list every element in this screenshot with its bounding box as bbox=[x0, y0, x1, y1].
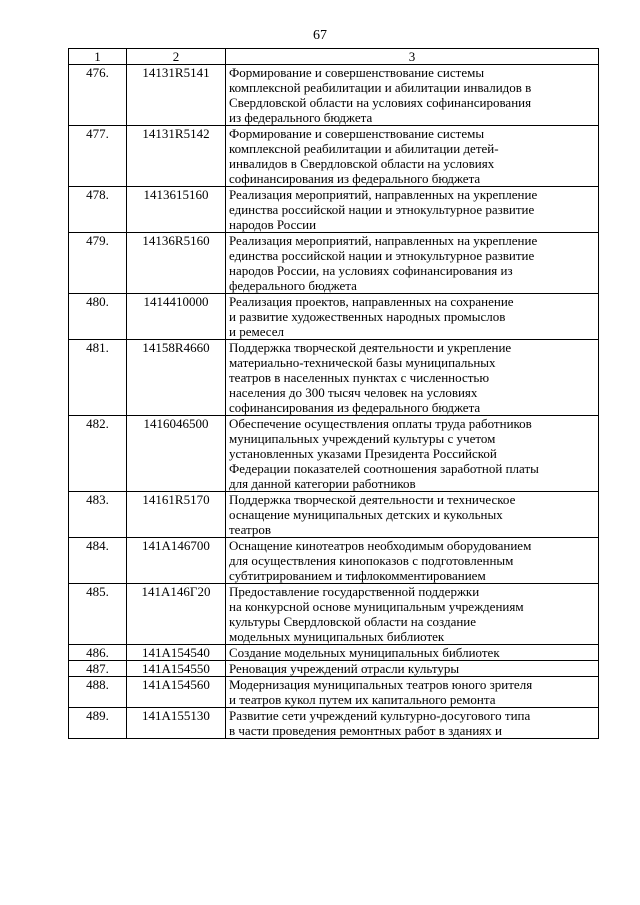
row-name bbox=[226, 233, 599, 294]
row-name-line: населения до 300 тысяч человек на условиях bbox=[229, 385, 478, 400]
table-row bbox=[69, 661, 599, 677]
row-name-line: театров в населенных пунктах с численностью bbox=[229, 370, 490, 385]
column-header-name: 3 bbox=[226, 49, 599, 65]
row-name-line: инвалидов в Свердловской области на условиях bbox=[229, 156, 495, 171]
row-name-line: народов России, на условиях софинансирования из bbox=[229, 263, 513, 278]
table-row bbox=[69, 126, 599, 187]
column-header-code: 2 bbox=[127, 49, 226, 65]
row-code: 14131R5142 bbox=[127, 126, 226, 187]
row-name bbox=[226, 677, 599, 708]
table-row bbox=[69, 645, 599, 661]
row-name-line: единства российской нации и этнокультурное развитие bbox=[229, 202, 535, 217]
row-name-line: и театров кукол путем их капитального ремонта bbox=[229, 692, 496, 707]
row-name-line: Реализация проектов, направленных на сохранение bbox=[229, 294, 514, 309]
row-name bbox=[226, 294, 599, 340]
row-name-line: Поддержка творческой деятельности и укрепление bbox=[229, 340, 512, 355]
row-number: 484. bbox=[69, 538, 127, 584]
row-code: 14161R5170 bbox=[127, 492, 226, 538]
row-code: 141A154560 bbox=[127, 677, 226, 708]
row-name-line: театров bbox=[229, 522, 272, 537]
row-name-line: на конкурсной основе муниципальным учреждениям bbox=[229, 599, 524, 614]
row-number: 489. bbox=[69, 708, 127, 739]
budget-classification-table bbox=[68, 48, 599, 739]
row-code: 141A146700 bbox=[127, 538, 226, 584]
row-name-line: единства российской нации и этнокультурное развитие bbox=[229, 248, 535, 263]
row-name-line: субтитрированием и тифлокомментированием bbox=[229, 568, 486, 583]
row-code: 141A154550 bbox=[127, 661, 226, 677]
row-number: 486. bbox=[69, 645, 127, 661]
row-name bbox=[226, 661, 599, 677]
table-row bbox=[69, 233, 599, 294]
row-name bbox=[226, 708, 599, 739]
row-name-line: для данной категории работников bbox=[229, 476, 416, 491]
column-header-number: 1 bbox=[69, 49, 127, 65]
row-code: 14131R5141 bbox=[127, 65, 226, 126]
row-name-line: Формирование и совершенствование системы bbox=[229, 126, 485, 141]
row-name-line: Создание модельных муниципальных библиотек bbox=[229, 645, 500, 660]
row-name-line: и ремесел bbox=[229, 324, 284, 339]
row-name-line: муниципальных учреждений культуры с учетом bbox=[229, 431, 496, 446]
row-number: 476. bbox=[69, 65, 127, 126]
row-name-line: модельных муниципальных библиотек bbox=[229, 629, 445, 644]
row-name-line: софинансирования из федерального бюджета bbox=[229, 400, 481, 415]
table-row bbox=[69, 708, 599, 739]
row-code: 14158R4660 bbox=[127, 340, 226, 416]
row-name-line: для осуществления кинопоказов с подготовленным bbox=[229, 553, 514, 568]
table-row bbox=[69, 416, 599, 492]
table-row bbox=[69, 340, 599, 416]
row-name bbox=[226, 65, 599, 126]
row-name-line: и развитие художественных народных промыслов bbox=[229, 309, 506, 324]
row-name-line: софинансирования из федерального бюджета bbox=[229, 171, 481, 186]
row-number: 488. bbox=[69, 677, 127, 708]
row-number: 479. bbox=[69, 233, 127, 294]
row-name bbox=[226, 126, 599, 187]
row-name-line: в части проведения ремонтных работ в зданиях и bbox=[229, 723, 502, 738]
table-row bbox=[69, 65, 599, 126]
row-name-line: оснащение муниципальных детских и кукольных bbox=[229, 507, 503, 522]
row-name-line: Свердловской области на условиях софинансирования bbox=[229, 95, 532, 110]
row-code: 1416046500 bbox=[127, 416, 226, 492]
row-number: 478. bbox=[69, 187, 127, 233]
row-name-line: Поддержка творческой деятельности и техническое bbox=[229, 492, 516, 507]
table-header-row bbox=[69, 49, 599, 65]
row-number: 482. bbox=[69, 416, 127, 492]
table-row bbox=[69, 538, 599, 584]
row-name-line: Реновация учреждений отрасли культуры bbox=[229, 661, 460, 676]
row-name-line: Реализация мероприятий, направленных на укрепление bbox=[229, 233, 538, 248]
row-code: 14136R5160 bbox=[127, 233, 226, 294]
row-code: 141A146Г20 bbox=[127, 584, 226, 645]
table-row bbox=[69, 294, 599, 340]
row-name bbox=[226, 492, 599, 538]
row-name bbox=[226, 340, 599, 416]
row-name-line: Оснащение кинотеатров необходимым оборудованием bbox=[229, 538, 532, 553]
row-code: 1414410000 bbox=[127, 294, 226, 340]
table-body bbox=[69, 65, 599, 739]
row-name-line: Федерации показателей соотношения заработной платы bbox=[229, 461, 539, 476]
page-number: 67 bbox=[313, 28, 327, 43]
row-name bbox=[226, 538, 599, 584]
row-number: 477. bbox=[69, 126, 127, 187]
row-name-line: народов России bbox=[229, 217, 317, 232]
row-name-line: комплексной реабилитации и абилитации детей- bbox=[229, 141, 499, 156]
row-name-line: комплексной реабилитации и абилитации инвалидов в bbox=[229, 80, 532, 95]
row-code: 141A155130 bbox=[127, 708, 226, 739]
table-row bbox=[69, 584, 599, 645]
row-number: 487. bbox=[69, 661, 127, 677]
row-name-line: Развитие сети учреждений культурно-досугового типа bbox=[229, 708, 531, 723]
row-name-line: федерального бюджета bbox=[229, 278, 357, 293]
row-name-line: культуры Свердловской области на создание bbox=[229, 614, 477, 629]
row-name-line: установленных указами Президента Российской bbox=[229, 446, 497, 461]
row-name-line: Предоставление государственной поддержки bbox=[229, 584, 480, 599]
row-name-line: Реализация мероприятий, направленных на укрепление bbox=[229, 187, 538, 202]
row-number: 483. bbox=[69, 492, 127, 538]
row-number: 481. bbox=[69, 340, 127, 416]
row-name-line: материально-технической базы муниципальных bbox=[229, 355, 496, 370]
row-name-line: Формирование и совершенствование системы bbox=[229, 65, 485, 80]
row-number: 480. bbox=[69, 294, 127, 340]
row-name bbox=[226, 645, 599, 661]
row-code: 141A154540 bbox=[127, 645, 226, 661]
table-row bbox=[69, 677, 599, 708]
row-number: 485. bbox=[69, 584, 127, 645]
row-name-line: из федерального бюджета bbox=[229, 110, 373, 125]
row-name bbox=[226, 584, 599, 645]
row-name-line: Модернизация муниципальных театров юного зрителя bbox=[229, 677, 533, 692]
row-name bbox=[226, 187, 599, 233]
row-name-line: Обеспечение осуществления оплаты труда работников bbox=[229, 416, 532, 431]
table-row bbox=[69, 187, 599, 233]
table-row bbox=[69, 492, 599, 538]
row-name bbox=[226, 416, 599, 492]
row-code: 1413615160 bbox=[127, 187, 226, 233]
